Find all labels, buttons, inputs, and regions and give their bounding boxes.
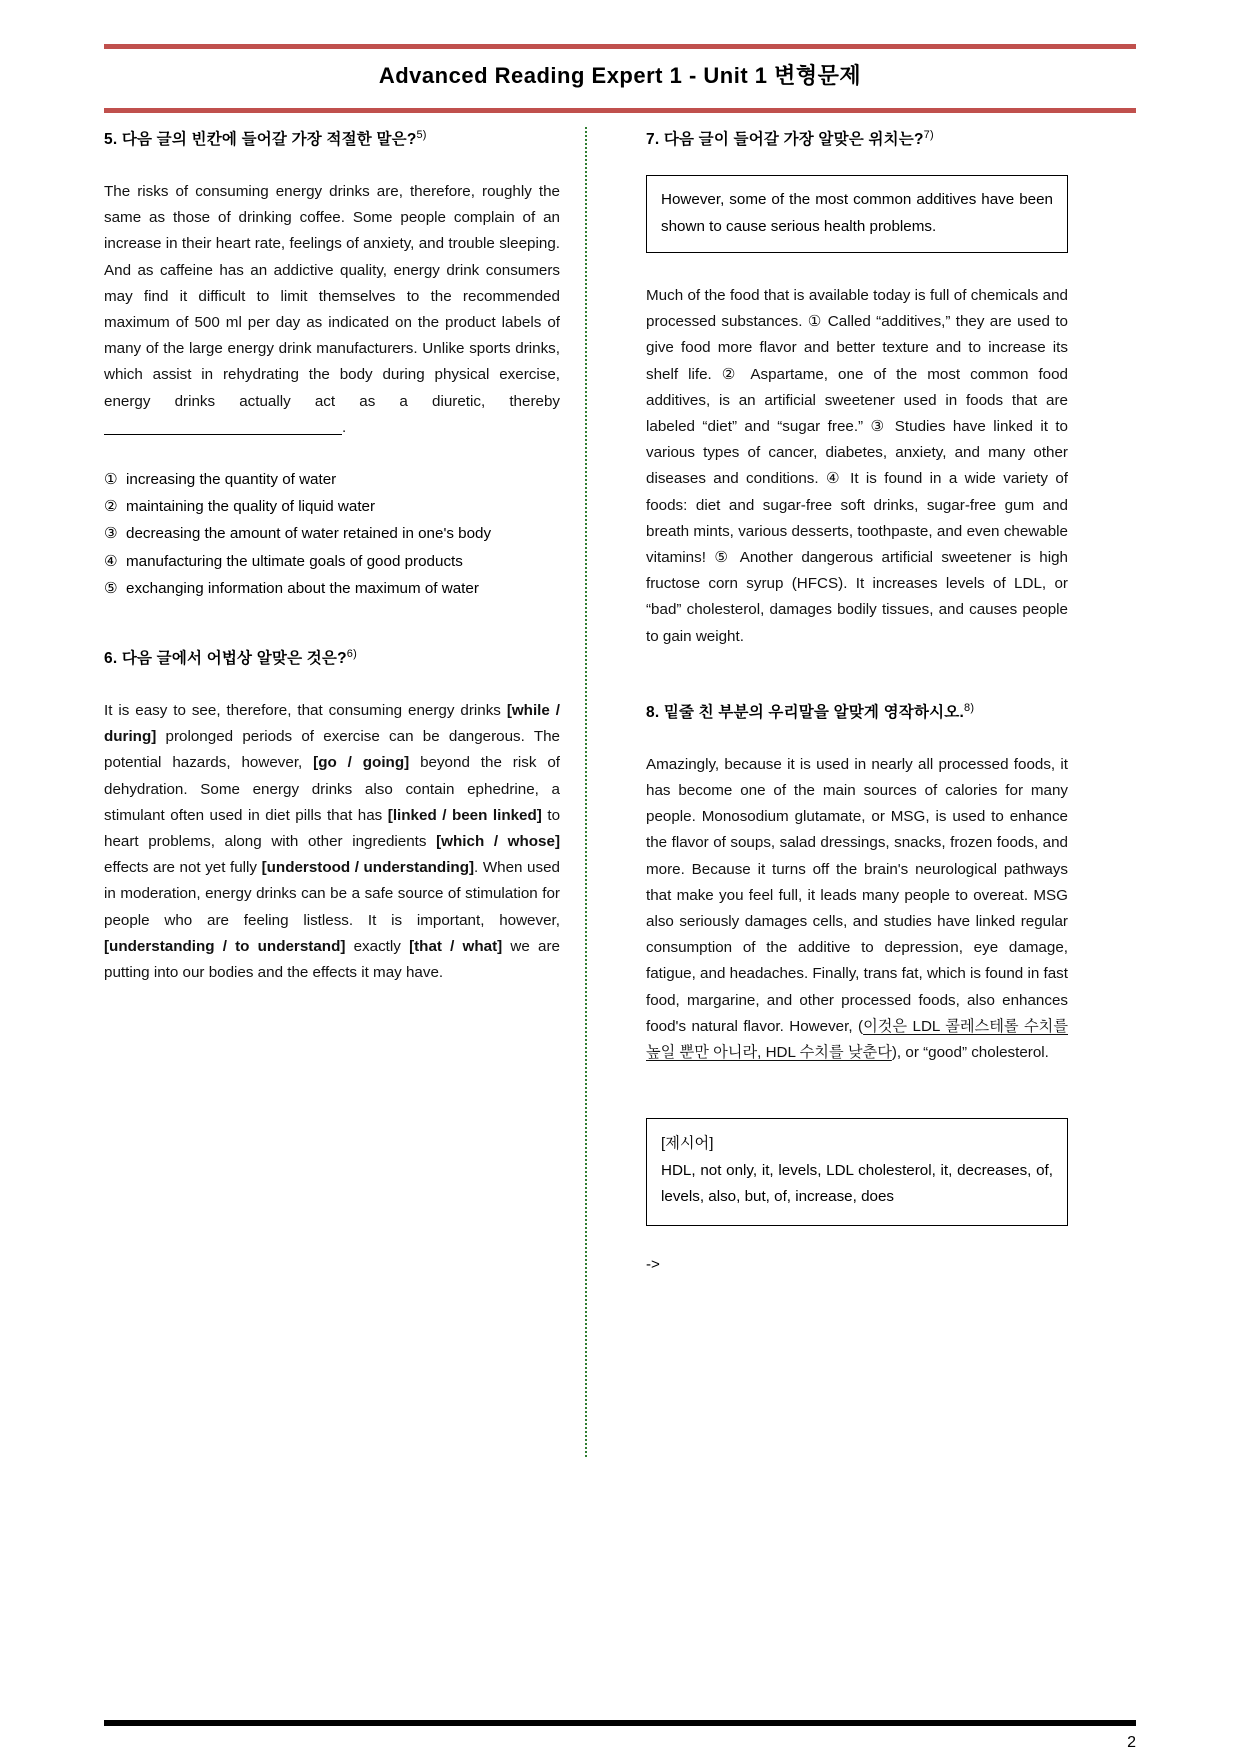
question-8-footnote: 8): [964, 701, 975, 714]
choice-item[interactable]: [104, 521, 560, 547]
question-8-answer-arrow: ->: [646, 1255, 660, 1273]
choice-marker: ③: [104, 525, 118, 543]
question-7-heading-text: 7. 다음 글이 들어갈 가장 알맞은 위치는?: [646, 131, 924, 148]
grammar-choice-pair[interactable]: [that / what]: [409, 937, 503, 955]
question-7-footnote: 7): [923, 128, 934, 141]
grammar-choice-pair[interactable]: [while / during]: [104, 702, 560, 746]
question-8-heading-text: 8. 밑줄 친 부분의 우리말을 알맞게 영작하시오.: [646, 703, 964, 721]
columns-container: [104, 127, 1136, 1457]
passage-text-run: prolonged periods of exercise can be dangerous. The potential hazards, however,: [104, 728, 560, 772]
question-5-heading: [104, 127, 560, 149]
question-8-passage: [646, 752, 1068, 1066]
passage-text-run: exactly: [345, 937, 410, 955]
question-5-passage: [104, 179, 560, 441]
question-5-passage-text: The risks of consuming energy drinks are, therefore, roughly the same as those of drinking coffee. Some people complain of an increase in their heart rate, feelings of anxiety, and trouble sleeping. And as caffeine has an addictive quality, energy drink consumers may find it difficult to limit themselves to the recommended maximum of 500 ml per day as indicated on the product labels of many of the large energy drink manufacturers. Unlike sports drinks, which assist in rehydrating the body during physical exercise, energy drinks actually act as a diuretic, thereby: [104, 183, 560, 410]
question-8-passage-before: Amazingly, because it is used in nearly all processed foods, it has become one of the main sources of calories for many people. Monosodium glutamate, or MSG, is used to enhance the flavor of soups, salad dressings, snacks, frozen foods, and more. Because it turns off the brain's neurological pathways that make you feel full, it leads many people to overeat. MSG also seriously damages cells, and studies have linked regular consumption of the additive to depression, eye damage, fatigue, and headaches. Finally, trans fat, which is found in fast food, margarine, and other processed foods, also enhances food's natural flavor. However, (: [646, 755, 1068, 1035]
question-7-insert-sentence: However, some of the most common additives have been shown to cause serious health problems.: [661, 191, 1053, 235]
page-footer: [104, 1652, 1136, 1752]
question-5-heading-text: 5. 다음 글의 빈칸에 들어갈 가장 적절한 말은?: [104, 131, 417, 148]
choice-label: decreasing the amount of water retained in one's body: [126, 525, 492, 543]
question-6-passage: [104, 698, 560, 986]
question-6-heading: [104, 646, 560, 668]
question-5-footnote: 5): [416, 128, 427, 141]
question-8-underlined-korean: 이것은 LDL 콜레스테롤 수치를 높일 뿐만 아니라, HDL 수치를 낮춘다: [646, 1017, 1068, 1062]
question-6-footnote: 6): [346, 647, 357, 660]
passage-text-run: beyond the risk of dehydration. Some energy drinks also contain ephedrine, a stimulant often used in diet pills that has: [104, 754, 560, 824]
grammar-choice-pair[interactable]: [understanding / to understand]: [104, 937, 346, 955]
page-title: Advanced Reading Expert 1 - Unit 1 변형문제: [378, 63, 862, 88]
choice-marker: ⑤: [104, 579, 118, 597]
choice-label: manufacturing the ultimate goals of good products: [126, 552, 463, 570]
choice-item[interactable]: [104, 576, 560, 602]
choice-item[interactable]: [104, 467, 560, 493]
question-5-choices: [104, 467, 560, 602]
column-divider: [585, 127, 587, 1457]
choice-label: increasing the quantity of water: [126, 471, 337, 489]
left-column: [104, 127, 568, 1457]
sheet-content: [104, 0, 1136, 1752]
page-number: 2: [1127, 1734, 1136, 1751]
choice-item[interactable]: [104, 549, 560, 575]
grammar-choice-pair[interactable]: [which / whose]: [436, 833, 560, 851]
hint-box-label: [제시어]: [661, 1135, 714, 1153]
footer-spacer: [104, 1652, 1136, 1720]
passage-text-run: . When used in moderation, energy drinks can be a safe source of stimulation for people who are feeling listless. It is important, however,: [104, 859, 560, 929]
grammar-choice-pair[interactable]: [go / going]: [313, 754, 410, 772]
header-rule-bottom: [104, 108, 1136, 113]
passage-text-run: to heart problems, along with other ingredients: [104, 806, 561, 851]
hint-box-words: HDL, not only, it, levels, LDL cholesterol, it, decreases, of, levels, also, but, of, increase, does: [661, 1161, 1053, 1206]
question-7-insert-box: [646, 175, 1068, 253]
question-6-heading-text: 6. 다음 글에서 어법상 알맞은 것은?: [104, 650, 347, 668]
grammar-choice-pair[interactable]: [understood / understanding]: [261, 859, 475, 877]
passage-text-run: we are putting into our bodies and the effects it may have.: [104, 937, 560, 982]
choice-marker: ①: [104, 471, 118, 489]
question-8-passage-after: ), or “good” cholesterol.: [891, 1044, 1049, 1062]
question-7-passage: Much of the food that is available today is full of chemicals and processed substances. ① Called “additives,” they are used to give food more flavor and better texture and to increase its shelf life. ② Aspartame, one of the most common food additives, is an artificial sweetener used in foods that are labeled “diet” and “sugar free.” ③ Studies have linked it to various types of cancer, diabetes, anxiety, and many other diseases and conditions. ④ It is found in a wide variety of foods: diet and sugar-free soft drinks, sugar-free gum and breath mints, various desserts, toothpaste, and even chewable vitamins! ⑤ Another dangerous artificial sweetener is high fructose corn syrup (HFCS). It increases levels of LDL, or “bad” cholesterol, damages bodily tissues, and causes people to gain weight.: [646, 287, 1068, 645]
choice-marker: ②: [104, 498, 118, 516]
choice-label: maintaining the quality of liquid water: [126, 498, 376, 516]
question-8-hint-box: [646, 1118, 1068, 1226]
right-column: [604, 127, 1068, 1457]
choice-item[interactable]: [104, 494, 560, 520]
choice-marker: ④: [104, 552, 118, 570]
choice-label: exchanging information about the maximum of water: [126, 579, 479, 597]
answer-blank-underline: [104, 434, 342, 435]
passage-text-run: It is easy to see, therefore, that consuming energy drinks: [104, 702, 507, 720]
question-7-heading: [646, 127, 1068, 149]
question-8-heading: [646, 700, 1068, 722]
grammar-choice-pair[interactable]: [linked / been linked]: [387, 806, 542, 824]
question-5-passage-period: .: [342, 418, 347, 436]
passage-text-run: effects are not yet fully: [104, 859, 262, 877]
